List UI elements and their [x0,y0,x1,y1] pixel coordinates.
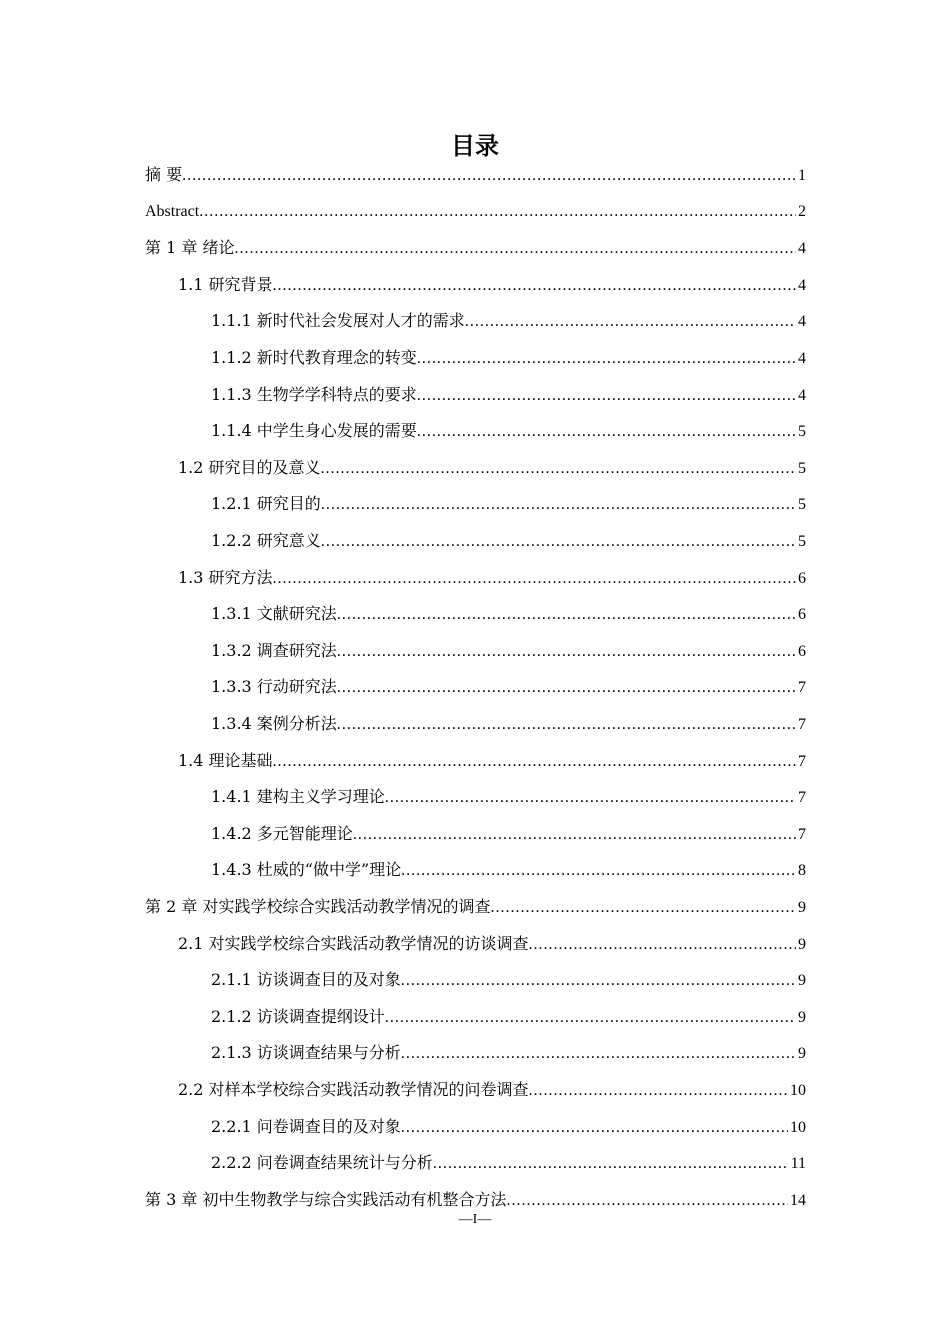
toc-dot-leader [321,492,796,518]
toc-entry-page-number: 5 [798,496,806,513]
toc-entry[interactable] [178,455,806,481]
toc-dot-leader [199,199,796,225]
toc-entry-label: 第 1 章 绪论 [145,238,235,257]
toc-entry[interactable] [178,748,806,774]
toc-entry-label: 1.3.3 行动研究法 [211,677,337,696]
toc-dot-leader [273,273,796,299]
toc-entry-page-number: 7 [798,826,806,843]
toc-dot-leader [182,163,796,189]
toc-entry-page-number: 9 [798,1009,806,1026]
toc-entry-page-number: 7 [798,679,806,696]
toc-entry-label: 1.4 理论基础 [178,751,273,770]
toc-entry[interactable] [211,308,806,334]
toc-entry-page-number: 4 [798,350,806,367]
toc-dot-leader [529,1078,788,1104]
toc-entry-label: 1.3.2 调查研究法 [211,641,337,660]
toc-dot-leader [321,456,796,482]
toc-entry[interactable] [211,967,806,993]
toc-entry[interactable] [178,931,806,957]
toc-entry-label: 1.1.1 新时代社会发展对人才的需求 [211,311,465,330]
toc-entry[interactable] [178,1077,806,1103]
toc-entry[interactable] [145,1187,806,1213]
toc-entry-page-number: 9 [798,936,806,953]
toc-dot-leader [273,566,796,592]
toc-entry-page-number: 4 [798,277,806,294]
toc-dot-leader [506,1188,788,1214]
toc-entry-page-number: 8 [798,862,806,879]
toc-entry-label: 1.1.3 生物学学科特点的要求 [211,385,417,404]
toc-entry[interactable] [211,1114,806,1140]
toc-entry-page-number: 11 [790,1155,806,1172]
toc-dot-leader [337,602,796,628]
toc-entry[interactable] [145,162,806,188]
toc-entry-page-number: 7 [798,789,806,806]
toc-entry[interactable] [178,565,806,591]
toc-entry[interactable] [145,199,806,225]
toc-entry-page-number: 9 [798,899,806,916]
toc-entry[interactable] [211,674,806,700]
toc-entry[interactable] [211,601,806,627]
toc-entry[interactable] [211,382,806,408]
toc-entry-page-number: 2 [798,203,806,220]
toc-dot-leader [417,346,796,372]
toc-entry-page-number: 4 [798,387,806,404]
toc-entry[interactable] [211,638,806,664]
toc-entry[interactable] [211,491,806,517]
page-title: 目录 [451,132,499,160]
toc-entry-label: 1.3.1 文献研究法 [211,604,337,623]
toc-entry-page-number: 6 [798,570,806,587]
toc-entry-page-number: 4 [798,240,806,257]
toc-entry-page-number: 7 [798,753,806,770]
toc-entry-label: 1.1 研究背景 [178,275,273,294]
toc-entry[interactable] [211,1040,806,1066]
toc-dot-leader [337,675,796,701]
toc-entry-label: 1.4.1 建构主义学习理论 [211,787,385,806]
toc-entry-label: 摘 要 [145,165,183,184]
toc-entry[interactable] [178,272,806,298]
toc-dot-leader [417,383,796,409]
toc-dot-leader [385,785,796,811]
page-number-footer: —I— [458,1212,492,1227]
toc-entry[interactable] [145,894,806,920]
toc-entry-label: 2.2.2 问卷调查结果统计与分析 [211,1153,433,1172]
toc-entry-label: 2.2 对样本学校综合实践活动教学情况的问卷调查 [178,1080,529,1099]
toc-dot-leader [401,1041,796,1067]
toc-dot-leader [401,858,796,884]
toc-dot-leader [337,639,796,665]
toc-entry[interactable] [211,857,806,883]
toc-entry-label: 第 3 章 初中生物教学与综合实践活动有机整合方法 [145,1190,507,1209]
toc-entry-page-number: 10 [790,1082,806,1099]
toc-entry-page-number: 1 [798,167,806,184]
toc-entry-label: 1.3.4 案例分析法 [211,714,337,733]
toc-dot-leader [385,1005,796,1031]
toc-entry[interactable] [211,345,806,371]
toc-dot-leader [234,236,796,262]
toc-entry-label: 2.1.3 访谈调查结果与分析 [211,1043,401,1062]
toc-dot-leader [401,968,796,994]
toc-entry-page-number: 5 [798,533,806,550]
toc-entry-page-number: 5 [798,423,806,440]
toc-entry-label: 1.1.2 新时代教育理念的转变 [211,348,417,367]
toc-entry-label: 1.3 研究方法 [178,568,273,587]
toc-entry[interactable] [211,784,806,810]
toc-entry[interactable] [145,235,806,261]
toc-entry[interactable] [211,1150,806,1176]
toc-entry[interactable] [211,1004,806,1030]
toc-entry-label: 2.2.1 问卷调查目的及对象 [211,1117,401,1136]
toc-entry-page-number: 14 [790,1192,806,1209]
toc-entry-label: 1.4.3 杜威的“做中学”理论 [211,860,402,879]
toc-dot-leader [337,712,796,738]
toc-entry-label: 2.1.1 访谈调查目的及对象 [211,970,401,989]
toc-entry[interactable] [211,821,806,847]
toc-dot-leader [433,1151,789,1177]
toc-entry-page-number: 4 [798,313,806,330]
toc-entry-label: 2.1 对实践学校综合实践活动教学情况的访谈调查 [178,934,529,953]
toc-entry-label: 1.1.4 中学生身心发展的需要 [211,421,417,440]
toc-entry-label: 1.4.2 多元智能理论 [211,824,353,843]
toc-entry-label: 1.2.2 研究意义 [211,531,321,550]
toc-dot-leader [273,749,796,775]
toc-dot-leader [401,1115,788,1141]
toc-entry-page-number: 5 [798,460,806,477]
toc-dot-leader [465,309,796,335]
toc-entry-label: 第 2 章 对实践学校综合实践活动教学情况的调查 [145,897,491,916]
toc-entry[interactable] [211,711,806,737]
toc-entry-page-number: 6 [798,606,806,623]
toc-entry-page-number: 9 [798,1045,806,1062]
toc-dot-leader [529,932,796,958]
toc-dot-leader [353,822,796,848]
toc-entry[interactable] [211,528,806,554]
toc-dot-leader [321,529,796,555]
toc-entry-label: 1.2 研究目的及意义 [178,458,321,477]
toc-entry-label: Abstract [145,203,200,220]
toc-entry-page-number: 6 [798,643,806,660]
toc-entry-page-number: 10 [790,1119,806,1136]
toc-entry-label: 2.1.2 访谈调查提纲设计 [211,1007,385,1026]
toc-entry-page-number: 7 [798,716,806,733]
toc-dot-leader [490,895,796,921]
toc-entry-page-number: 9 [798,972,806,989]
toc-entry[interactable] [211,418,806,444]
toc-entry-label: 1.2.1 研究目的 [211,494,321,513]
toc-dot-leader [417,419,796,445]
